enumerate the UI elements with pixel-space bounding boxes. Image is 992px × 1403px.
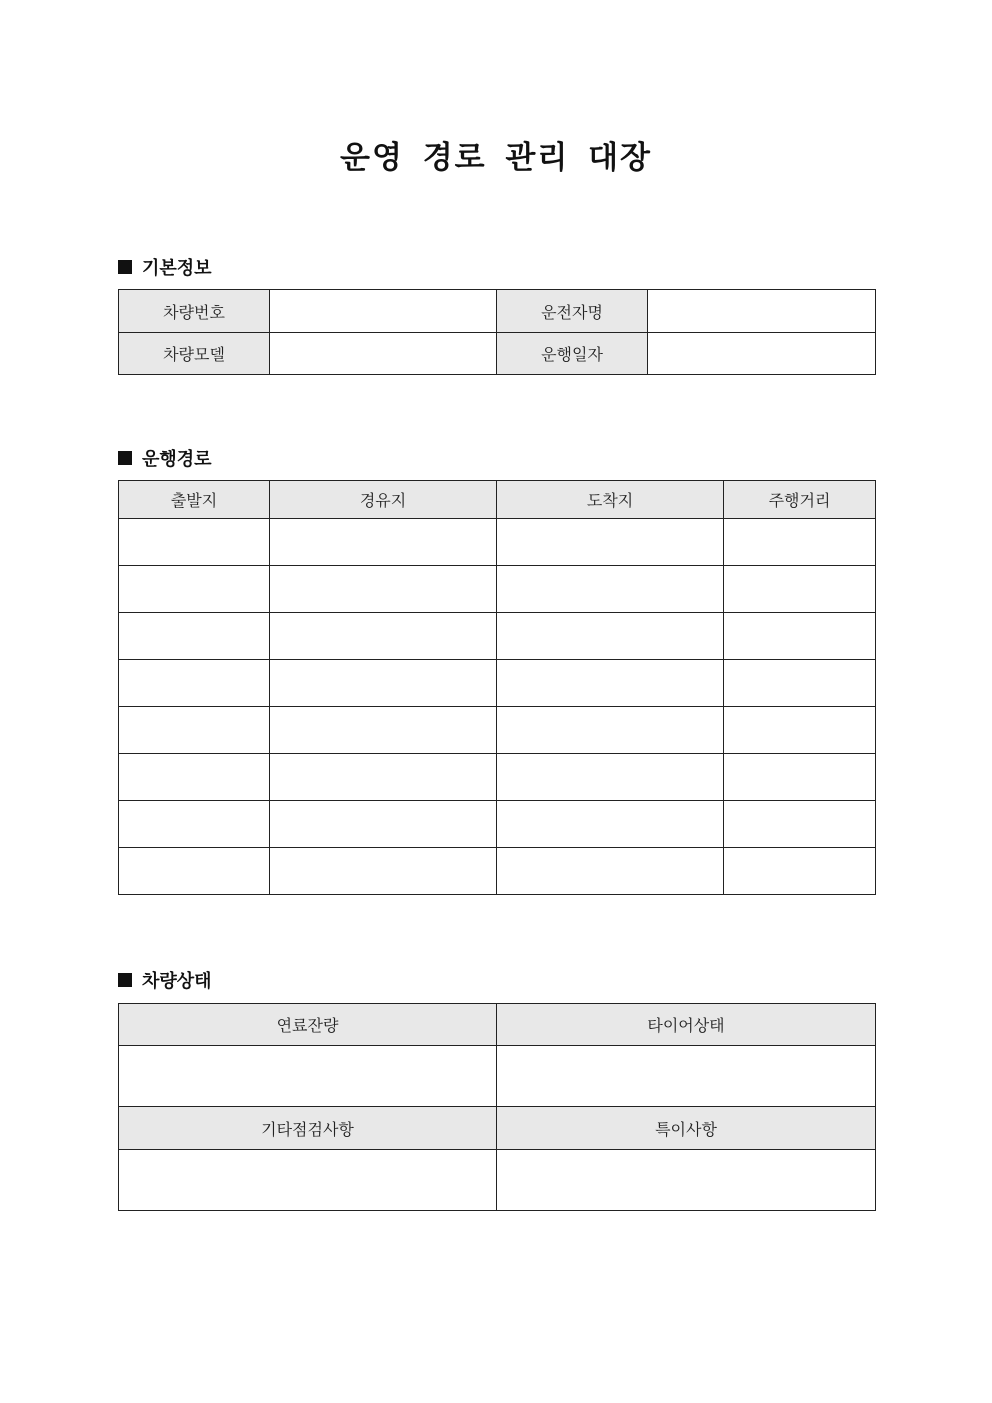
status-label-row [119,1004,876,1046]
operation-date-field[interactable] [648,333,876,375]
col-destination: 도착지 [497,481,724,519]
waypoint-cell[interactable] [270,801,497,848]
table-row [119,801,876,848]
route-header-row [119,481,876,519]
basic-info-row [119,290,876,333]
departure-cell[interactable] [119,566,270,613]
destination-cell[interactable] [497,848,724,895]
departure-cell[interactable] [119,754,270,801]
vehicle-number-label: 차량번호 [119,290,270,333]
waypoint-cell[interactable] [270,848,497,895]
vehicle-model-field[interactable] [270,333,497,375]
waypoint-cell[interactable] [270,707,497,754]
square-bullet-icon [118,973,132,987]
other-inspection-field[interactable] [119,1150,497,1211]
departure-cell[interactable] [119,613,270,660]
remarks-field[interactable] [497,1150,876,1211]
fuel-level-field[interactable] [119,1046,497,1107]
waypoint-cell[interactable] [270,613,497,660]
square-bullet-icon [118,260,132,274]
distance-cell[interactable] [724,754,876,801]
distance-cell[interactable] [724,660,876,707]
destination-cell[interactable] [497,801,724,848]
route-heading [118,445,212,471]
operation-date-label: 운행일자 [497,333,648,375]
driver-name-label: 운전자명 [497,290,648,333]
destination-cell[interactable] [497,613,724,660]
tire-condition-field[interactable] [497,1046,876,1107]
waypoint-cell[interactable] [270,754,497,801]
status-value-row [119,1046,876,1107]
vehicle-status-heading-label: 차량상태 [142,971,212,992]
fuel-level-label: 연료잔량 [119,1004,497,1046]
table-row [119,566,876,613]
basic-info-heading [118,254,212,280]
distance-cell[interactable] [724,707,876,754]
destination-cell[interactable] [497,707,724,754]
basic-info-row [119,333,876,375]
table-row [119,754,876,801]
col-departure: 출발지 [119,481,270,519]
vehicle-number-field[interactable] [270,290,497,333]
col-waypoint: 경유지 [270,481,497,519]
col-distance: 주행거리 [724,481,876,519]
table-row [119,707,876,754]
departure-cell[interactable] [119,801,270,848]
status-value-row [119,1150,876,1211]
departure-cell[interactable] [119,660,270,707]
waypoint-cell[interactable] [270,660,497,707]
distance-cell[interactable] [724,848,876,895]
waypoint-cell[interactable] [270,519,497,566]
vehicle-model-label: 차량모델 [119,333,270,375]
destination-cell[interactable] [497,519,724,566]
route-heading-label: 운행경로 [142,449,212,470]
other-inspection-label: 기타점검사항 [119,1107,497,1150]
basic-info-heading-label: 기본정보 [142,258,212,279]
table-row [119,848,876,895]
page-title: 운영 경로 관리 대장 [340,140,652,176]
remarks-label: 특이사항 [497,1107,876,1150]
distance-cell[interactable] [724,613,876,660]
departure-cell[interactable] [119,848,270,895]
destination-cell[interactable] [497,660,724,707]
distance-cell[interactable] [724,801,876,848]
table-row [119,519,876,566]
waypoint-cell[interactable] [270,566,497,613]
destination-cell[interactable] [497,566,724,613]
table-row [119,660,876,707]
basic-info-table [118,289,876,375]
departure-cell[interactable] [119,707,270,754]
distance-cell[interactable] [724,519,876,566]
driver-name-field[interactable] [648,290,876,333]
table-row [119,613,876,660]
distance-cell[interactable] [724,566,876,613]
square-bullet-icon [118,451,132,465]
departure-cell[interactable] [119,519,270,566]
vehicle-status-heading [118,967,212,993]
route-table [118,480,876,895]
tire-condition-label: 타이어상태 [497,1004,876,1046]
destination-cell[interactable] [497,754,724,801]
vehicle-status-table [118,1003,876,1211]
status-label-row [119,1107,876,1150]
